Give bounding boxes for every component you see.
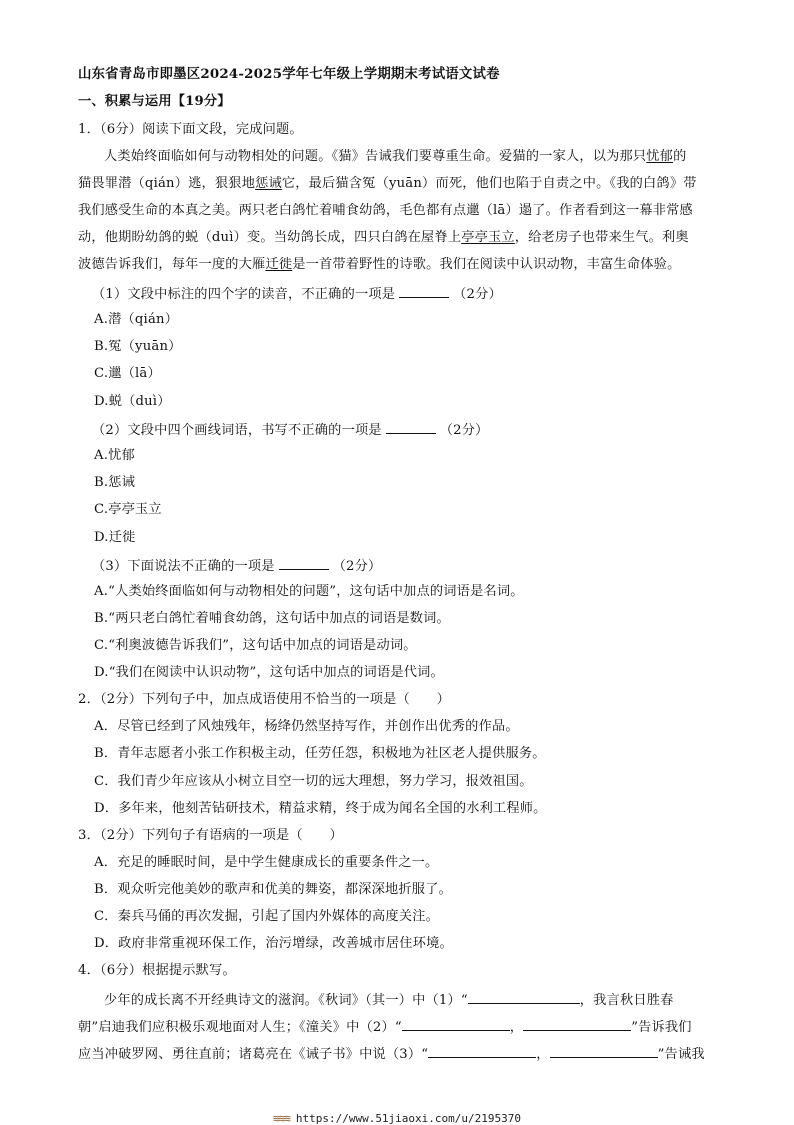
underlined-word: 忧郁	[646, 149, 674, 164]
score-label: （2分）	[332, 559, 382, 574]
sub-question-1	[92, 285, 502, 303]
underlined-word: 迁徙	[265, 257, 293, 272]
option-item: C.亭亭玉立	[94, 502, 162, 517]
sub-question-3	[92, 557, 381, 575]
dictation-text: ”告诉我们	[631, 1020, 692, 1035]
option-item: D．多年来，他刻苦钻研技术，精益求精，终于成为闻名全国的水利工程师。	[94, 801, 547, 816]
passage-line	[104, 149, 686, 165]
option-item: A.忧郁	[94, 448, 135, 463]
passage-text: 人类始终面临如何与动物相处的问题。《猫》告诫我们要尊重生命。爱猫的一家人，以为那只	[104, 149, 647, 164]
passage-line	[78, 230, 689, 246]
underlined-word: 惩诫	[255, 176, 282, 191]
score-label: （2分）	[439, 423, 489, 438]
option-item: B.“两只老白鸽忙着哺食幼鸽，这句话中加点的词语是数词。	[94, 611, 450, 626]
dictation-line	[104, 991, 674, 1009]
sub-question-text: （1）文段中标注的四个字的读音，不正确的一项是	[92, 287, 396, 302]
passage-text: 它，最后猫含冤（yuān）而死，他们也陷于自责之中。《我的白鸽》带	[281, 176, 697, 191]
answer-blank[interactable]	[399, 285, 449, 298]
passage-text: 是一首带着野性的诗歌。我们在阅读中认识动物，丰富生命体验。	[292, 257, 681, 272]
section-heading: 一、积累与运用【19分】	[78, 94, 231, 109]
sub-question-text: （3）下面说法不正确的一项是	[92, 559, 275, 574]
dictation-text: 少年的成长离不开经典诗文的滋润。《秋词》（其一）中（1）“	[104, 993, 468, 1008]
option-item: C．我们青少年应该从小树立目空一切的远大理想，努力学习，报效祖国。	[94, 774, 533, 789]
underlined-word: 亭亭玉立	[461, 230, 515, 245]
passage-text: 猫畏罪潜（qián）逃，狠狠地	[78, 176, 256, 191]
answer-blank[interactable]	[386, 421, 436, 434]
answer-blank[interactable]	[402, 1018, 510, 1031]
option-item: C.“利奥波德告诉我们”，这句话中加点的词语是动词。	[94, 638, 417, 653]
option-item: A.潜（qián）	[94, 312, 179, 327]
question-4-heading: 4．（6分）根据提示默写。	[78, 963, 236, 978]
option-item: B.冤（yuān）	[94, 339, 182, 354]
passage-text: 的	[673, 149, 687, 164]
option-item: D.“我们在阅读中认识动物”，这句话中加点的词语是代词。	[94, 665, 444, 680]
score-label: （2分）	[453, 287, 502, 302]
option-item: A.“人类始终面临如何与动物相处的问题”，这句话中加点的词语是名词。	[94, 584, 524, 599]
dictation-text: 应当冲破罗网、勇往直前；诸葛亮在《诫子书》中说（3）“	[78, 1047, 429, 1062]
dictation-text: 朝”启迪我们应积极乐观地面对人生；《潼关》中（2）“	[78, 1020, 402, 1035]
option-item: D.蜕（duì）	[94, 394, 171, 409]
passage-line	[78, 176, 697, 192]
page-footer	[0, 1112, 794, 1125]
option-item: C.邋（lā）	[94, 366, 161, 381]
sub-question-text: （2）文段中四个画线词语，书写不正确的一项是	[92, 423, 382, 438]
passage-text: 动，他期盼幼鸽的蜕（duì）变。当幼鸽长成，四只白鸽在屋脊上	[78, 230, 462, 245]
dictation-text: ，	[536, 1047, 550, 1062]
answer-blank[interactable]	[468, 991, 580, 1004]
question-1-heading: 1．（6分）阅读下面文段，完成问题。	[78, 122, 303, 137]
dictation-text: ，	[509, 1020, 524, 1035]
option-item: A．尽管已经到了风烛残年，杨绛仍然坚持写作，并创作出优秀的作品。	[94, 719, 519, 734]
answer-blank[interactable]	[523, 1018, 631, 1031]
answer-blank[interactable]	[550, 1045, 658, 1058]
sub-question-2	[92, 421, 489, 439]
option-item: A．充足的睡眠时间，是中学生健康成长的重要条件之一。	[94, 855, 439, 870]
passage-text: ，给老房子也带来生气。利奥	[514, 230, 689, 245]
dictation-text: ”告诫我	[657, 1047, 705, 1062]
option-item: B．青年志愿者小张工作积极主动，任劳任怨，积极地为社区老人提供服务。	[94, 746, 546, 761]
dictation-line	[78, 1045, 705, 1063]
dictation-line	[78, 1018, 692, 1036]
document-title: 山东省青岛市即墨区2024-2025学年七年级上学期期末考试语文试卷	[78, 66, 500, 82]
option-item: C．秦兵马俑的再次发掘，引起了国内外媒体的高度关注。	[94, 909, 439, 924]
footer-url-link[interactable]: https://www.51jiaoxi.com/u/2195370	[295, 1112, 522, 1125]
question-3-heading: 3．（2分）下列句子有语病的一项是（ ）	[78, 828, 343, 843]
passage-line: 我们感受生命的本真之美。两只老白鸽忙着哺食幼鸽，毛色都有点邋（lā）遢了。作者看到这一幕非常感	[78, 203, 693, 218]
answer-blank[interactable]	[279, 557, 329, 570]
passage-text: 波德告诉我们，每年一度的大雁	[78, 257, 266, 272]
option-item: D．政府非常重视环保工作，治污增绿，改善城市居住环境。	[94, 936, 453, 951]
answer-blank[interactable]	[428, 1045, 536, 1058]
passage-line	[78, 257, 680, 273]
dictation-text: ，我言秋日胜春	[579, 993, 674, 1008]
watermark-logo-icon: ≋≋≋	[272, 1112, 290, 1125]
option-item: D.迁徙	[94, 530, 136, 545]
option-item: B.惩诫	[94, 475, 136, 490]
option-item: B．观众听完他美妙的歌声和优美的舞姿，都深深地折服了。	[94, 882, 452, 897]
question-2-heading: 2．（2分）下列句子中，加点成语使用不恰当的一项是（ ）	[78, 692, 451, 707]
